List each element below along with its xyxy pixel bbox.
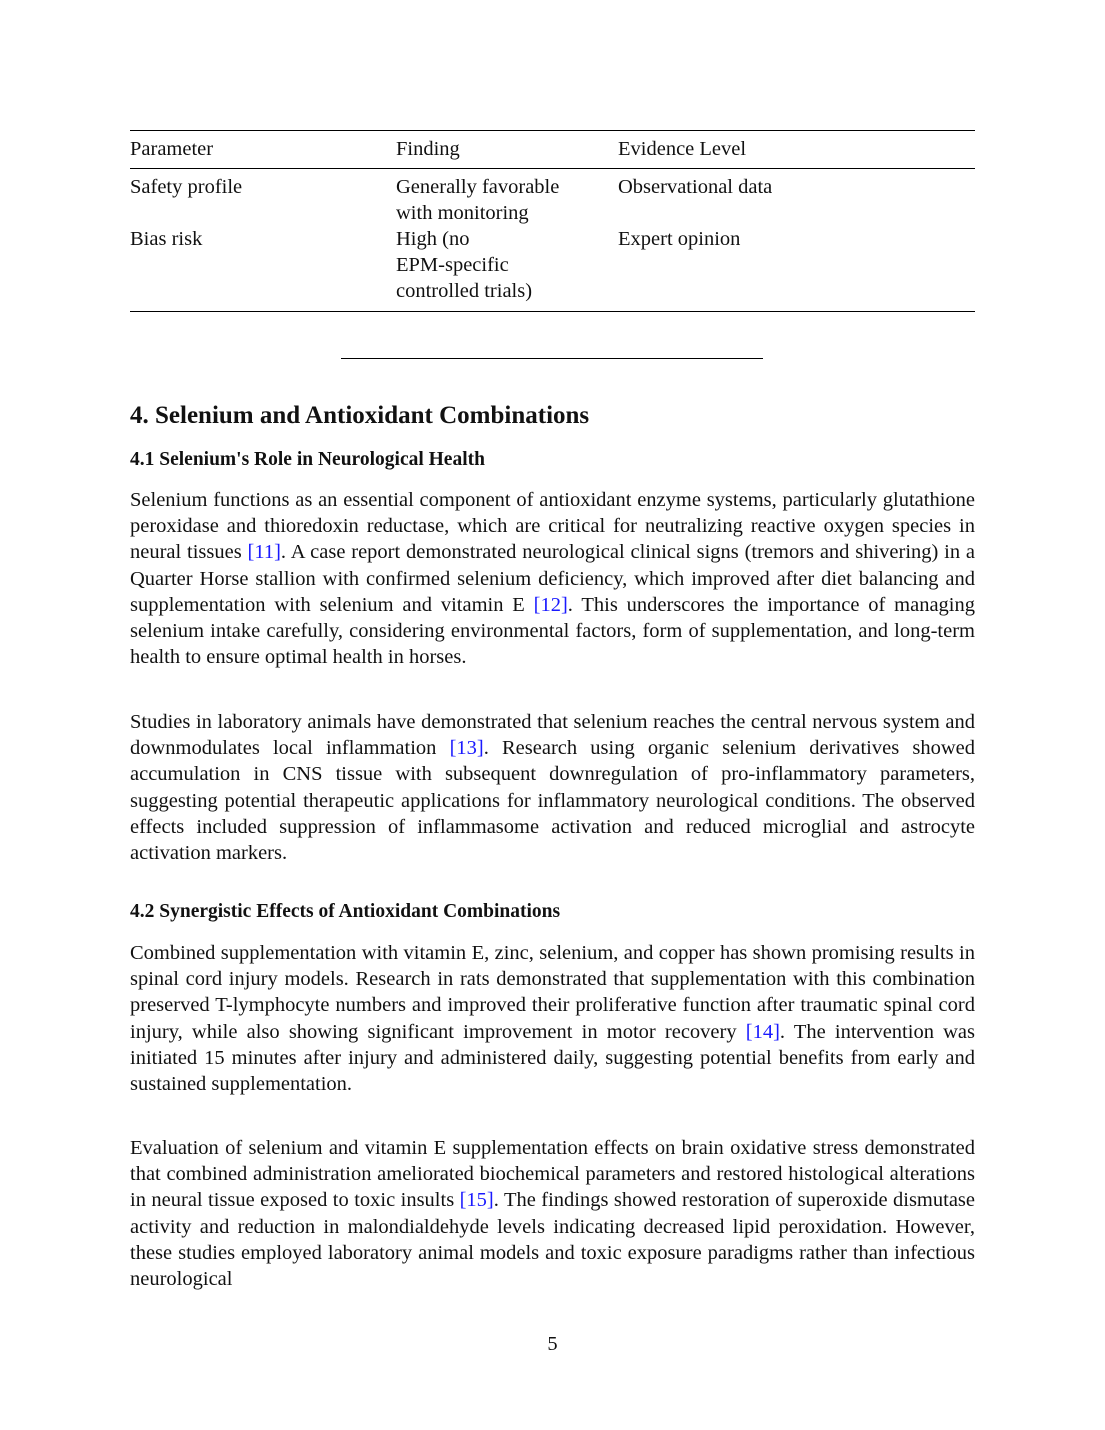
table-bottom-rule (130, 311, 975, 312)
table-header-finding: Finding (396, 138, 460, 160)
section-divider (341, 358, 763, 359)
citation-link[interactable]: [14] (745, 1020, 780, 1043)
table-cell-finding: controlled trials) (396, 280, 533, 302)
table-top-rule (130, 130, 975, 131)
subsection-title-4-1: 4.1 Selenium's Role in Neurological Health (130, 449, 485, 470)
table-cell-parameter: Bias risk (130, 228, 203, 250)
table-cell-finding: EPM-specific (396, 254, 509, 276)
paragraph: Evaluation of selenium and vitamin E supplementation effects on brain oxidative stress demonstrated that combined administration ameliorated biochemical parameters and restored histological alterations in neural tissue exposed to toxic insults [15]. The findings showed restoration of superoxide dismutase activity and reduction in malondialdehyde levels indicating decreased lipid peroxidation. However, these studies employed laboratory animal models and toxic exposure paradigms rather than infectious neurological (130, 1137, 975, 1291)
paragraph: Combined supplementation with vitamin E, zinc, selenium, and copper has shown promising results in spinal cord injury models. Research in rats demonstrated that supplementation with this combination preserved T-lymphocyte numbers and improved their proliferative function after traumatic spinal cord injury, while also showing significant improvement in motor recovery [14]. The intervention was initiated 15 minutes after injury and administered daily, suggesting potential benefits from early and sustained supplementation. (130, 942, 975, 1096)
citation-link[interactable]: [15] (459, 1189, 494, 1212)
page-number: 5 (547, 1333, 558, 1355)
table-header-evidence: Evidence Level (618, 138, 747, 160)
table-cell-finding: with monitoring (396, 202, 529, 224)
table-cell-evidence: Expert opinion (618, 228, 741, 250)
table-cell-evidence: Observational data (618, 176, 773, 198)
table-cell-finding: High (no (396, 228, 470, 250)
table-header-parameter: Parameter (130, 138, 214, 160)
citation-link[interactable]: [12] (533, 593, 568, 616)
citation-link[interactable]: [11] (247, 541, 281, 564)
subsection-title-4-2: 4.2 Synergistic Effects of Antioxidant Combinations (130, 901, 561, 922)
table-cell-finding: Generally favorable (396, 176, 560, 198)
table-header-rule (130, 168, 975, 169)
table-cell-parameter: Safety profile (130, 176, 243, 198)
citation-link[interactable]: [13] (449, 737, 484, 760)
paragraph: Selenium functions as an essential component of antioxidant enzyme systems, particularly glutathione peroxidase and thioredoxin reductase, which are critical for neutralizing reactive oxygen species in neural tissues [11]. A case report demonstrated neurological clinical signs (tremors and shivering) in a Quarter Horse stallion with confirmed selenium deficiency, which improved after diet balancing and supplementation with selenium and vitamin E [12]. This underscores the importance of managing selenium intake carefully, considering environmental factors, form of supplementation, and long-term health to ensure optimal health in horses. (130, 489, 975, 669)
paragraph: Studies in laboratory animals have demonstrated that selenium reaches the central nervous system and downmodulates local inflammation [13]. Research using organic selenium derivatives showed accumulation in CNS tissue with subsequent downregulation of pro-inflammatory parameters, suggesting potential therapeutic applications for inflammatory neurological conditions. The observed effects included suppression of inflammasome activation and reduced microglial and astrocyte activation markers. (130, 711, 975, 865)
section-title: 4. Selenium and Antioxidant Combinations (130, 402, 590, 429)
